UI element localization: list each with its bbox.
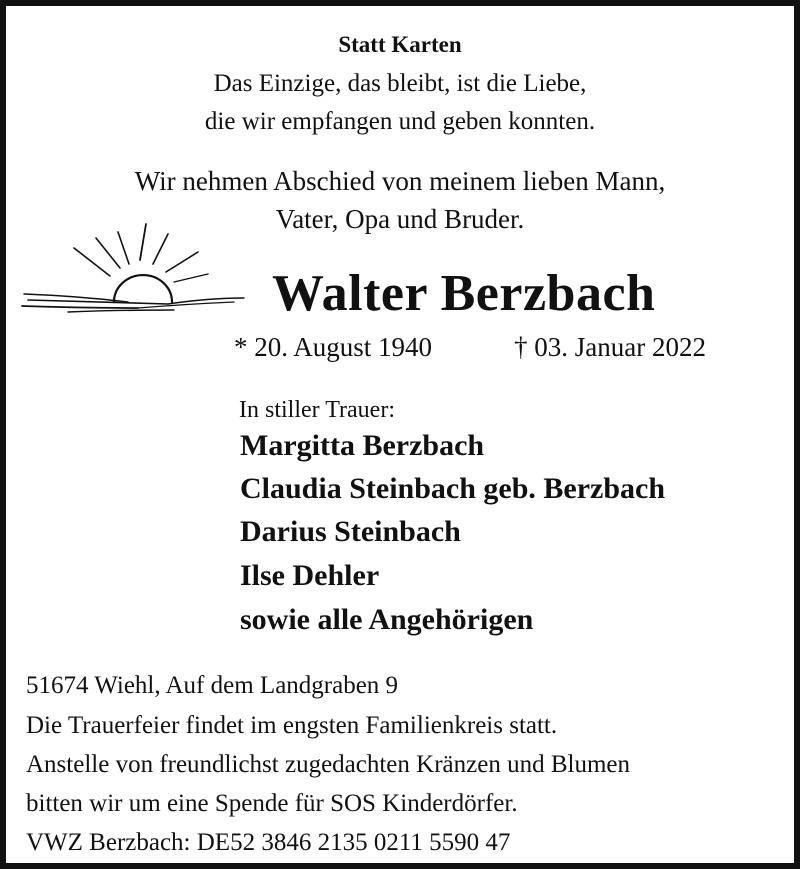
quote-line-2: die wir empfangen und geben konnten. [204,108,596,135]
donation-note-line-2: bitten wir um eine Spende für SOS Kinderdörfer. [26,790,518,817]
statt-karten-heading: Statt Karten [338,32,462,57]
ceremony-note: Die Trauerfeier findet im engsten Familienkreis statt. [26,712,558,739]
bank-reference: VWZ Berzbach: DE52 3846 2135 0211 5590 47 [26,829,511,856]
mourner-name: sowie alle Angehörigen [240,603,534,636]
mourner-name: Claudia Steinbach geb. Berzbach [240,472,666,505]
death-date: † 03. Januar 2022 [514,332,706,362]
deceased-name: Walter Berzbach [272,265,656,322]
mourners-label: In stiller Trauer: [239,397,395,423]
donation-note-line-1: Anstelle von freundlichst zugedachten Kränzen und Blumen [26,751,630,778]
mourner-name: Ilse Dehler [240,559,380,592]
mourner-name: Darius Steinbach [240,515,461,548]
sunset-over-horizon-icon [18,218,254,322]
quote-line-1: Das Einzige, das bleibt, ist die Liebe, [213,70,587,97]
address-line: 51674 Wiehl, Auf dem Landgraben 9 [26,672,399,699]
mourner-name: Margitta Berzbach [240,429,485,462]
intro-line-2: Vater, Opa und Bruder. [275,204,525,234]
birth-date: * 20. August 1940 [234,332,433,362]
intro-line-1: Wir nehmen Abschied von meinem lieben Mann, [134,166,666,196]
